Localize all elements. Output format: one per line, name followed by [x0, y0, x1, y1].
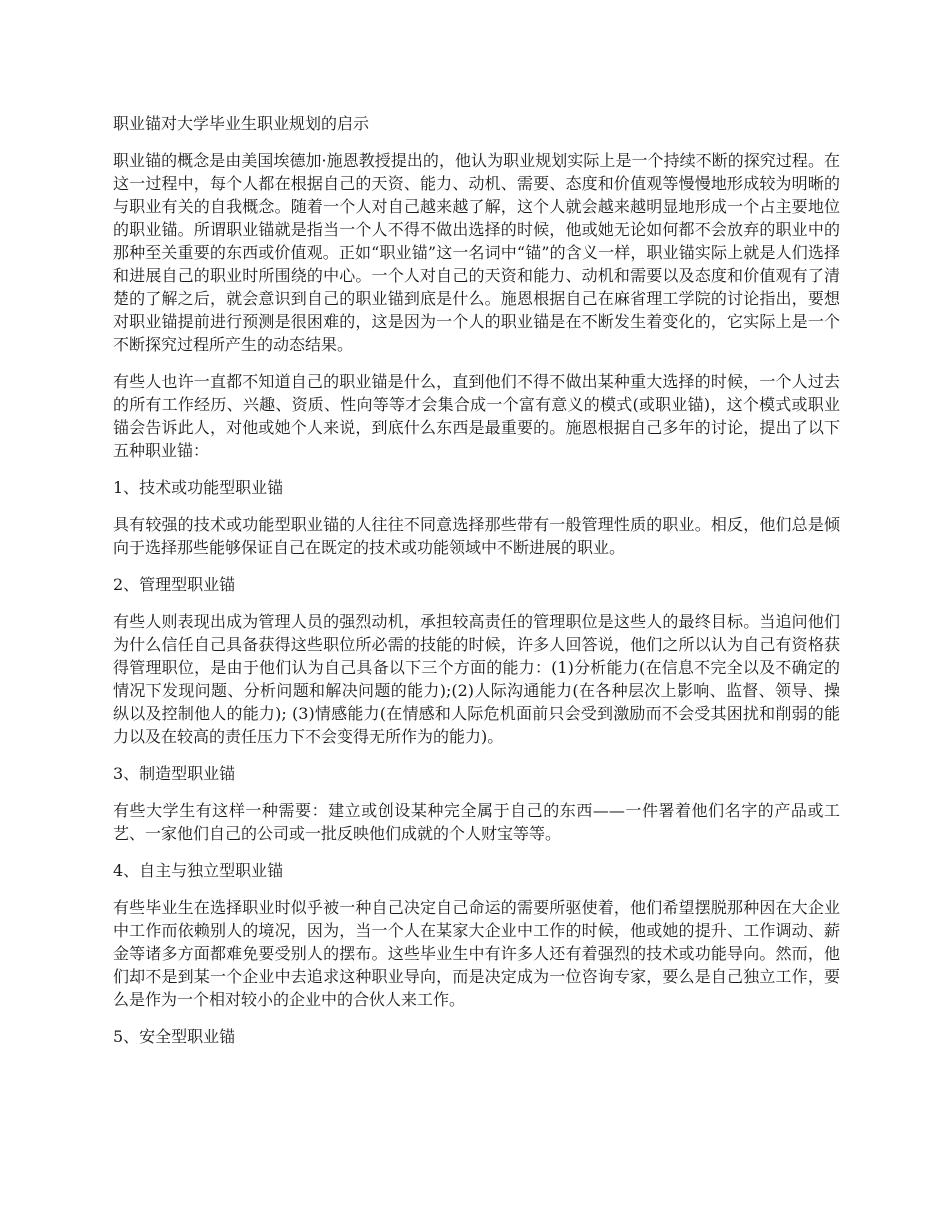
section-body-creative: 有些大学生有这样一种需要：建立或创设某种完全属于自己的东西——一件署着他们名字的产品或工艺、一家他们自己的公司或一批反映他们成就的个人财宝等等。	[113, 801, 840, 843]
five-anchors-intro-paragraph: 有些人也许一直都不知道自己的职业锚是什么，直到他们不得不做出某种重大选择的时候，一个人过去的所有工作经历、兴趣、资质、性向等等才会集合成一个富有意义的模式(或职业锚)，这个模式或职业锚会告诉此人，对他或她个人来说，到底什么东西是最重要的。施恩根据自己多年的讨论，提出了以下五种职业锚：	[113, 372, 840, 460]
section-heading-technical: 1、技术或功能型职业锚	[113, 478, 284, 497]
document-title: 职业锚对大学毕业生职业规划的启示	[113, 114, 370, 133]
section-heading-security: 5、安全型职业锚	[113, 1027, 236, 1046]
section-body-autonomy: 有些毕业生在选择职业时似乎被一种自己决定自己命运的需要所驱使着，他们希望摆脱那种因在大企业中工作而依赖别人的境况，因为，当一个人在某家大企业中工作的时候，他或她的提升、工作调动、薪金等诸多方面都难免要受别人的摆布。这些毕业生中有许多人还有着强烈的技术或功能导向。然而，他们却不是到某一个企业中去追求这种职业导向，而是决定成为一位咨询专家，要么是自己独立工作，要么是作为一个相对较小的企业中的合伙人来工作。	[113, 898, 840, 1009]
intro-paragraph: 职业锚的概念是由美国埃德加·施恩教授提出的，他认为职业规划实际上是一个持续不断的探究过程。在这一过程中，每个人都在根据自己的天资、能力、动机、需要、态度和价值观等慢慢地形成较为明晰的与职业有关的自我概念。随着一个人对自己越来越了解，这个人就会越来越明显地形成一个占主要地位的职业锚。所谓职业锚就是指当一个人不得不做出选择的时候，他或她无论如何都不会放弃的职业中的那种至关重要的东西或价值观。正如“职业锚”这一名词中“锚”的含义一样，职业锚实际上就是人们选择和进展自己的职业时所围绕的中心。一个人对自己的天资和能力、动机和需要以及态度和价值观有了清楚的了解之后，就会意识到自己的职业锚到底是什么。施恩根据自己在麻省理工学院的讨论指出，要想对职业锚提前进行预测是很困难的，这是因为一个人的职业锚是在不断发生着变化的，它实际上是一个不断探究过程所产生的动态结果。	[113, 151, 840, 354]
document-page	[113, 112, 840, 1062]
section-body-managerial: 有些人则表现出成为管理人员的强烈动机，承担较高责任的管理职位是这些人的最终目标。当追问他们为什么信任自己具备获得这些职位所必需的技能的时候，许多人回答说，他们之所以认为自己有资格获得管理职位，是由于他们认为自己具备以下三个方面的能力：(1)分析能力(在信息不完全以及不确定的情况下发现问题、分析问题和解决问题的能力);(2)人际沟通能力(在各种层次上影响、监督、领导、操纵以及控制他人的能力); (3)情感能力(在情感和人际危机面前只会受到激励而不会受其困扰和削弱的能力以及在较高的责任压力下不会变得无所作为的能力)。	[113, 612, 840, 746]
section-body-technical: 具有较强的技术或功能型职业锚的人往往不同意选择那些带有一般管理性质的职业。相反，他们总是倾向于选择那些能够保证自己在既定的技术或功能领域中不断进展的职业。	[113, 515, 840, 557]
section-heading-managerial: 2、管理型职业锚	[113, 575, 236, 594]
section-heading-creative: 3、制造型职业锚	[113, 764, 236, 783]
section-heading-autonomy: 4、自主与独立型职业锚	[113, 861, 284, 880]
